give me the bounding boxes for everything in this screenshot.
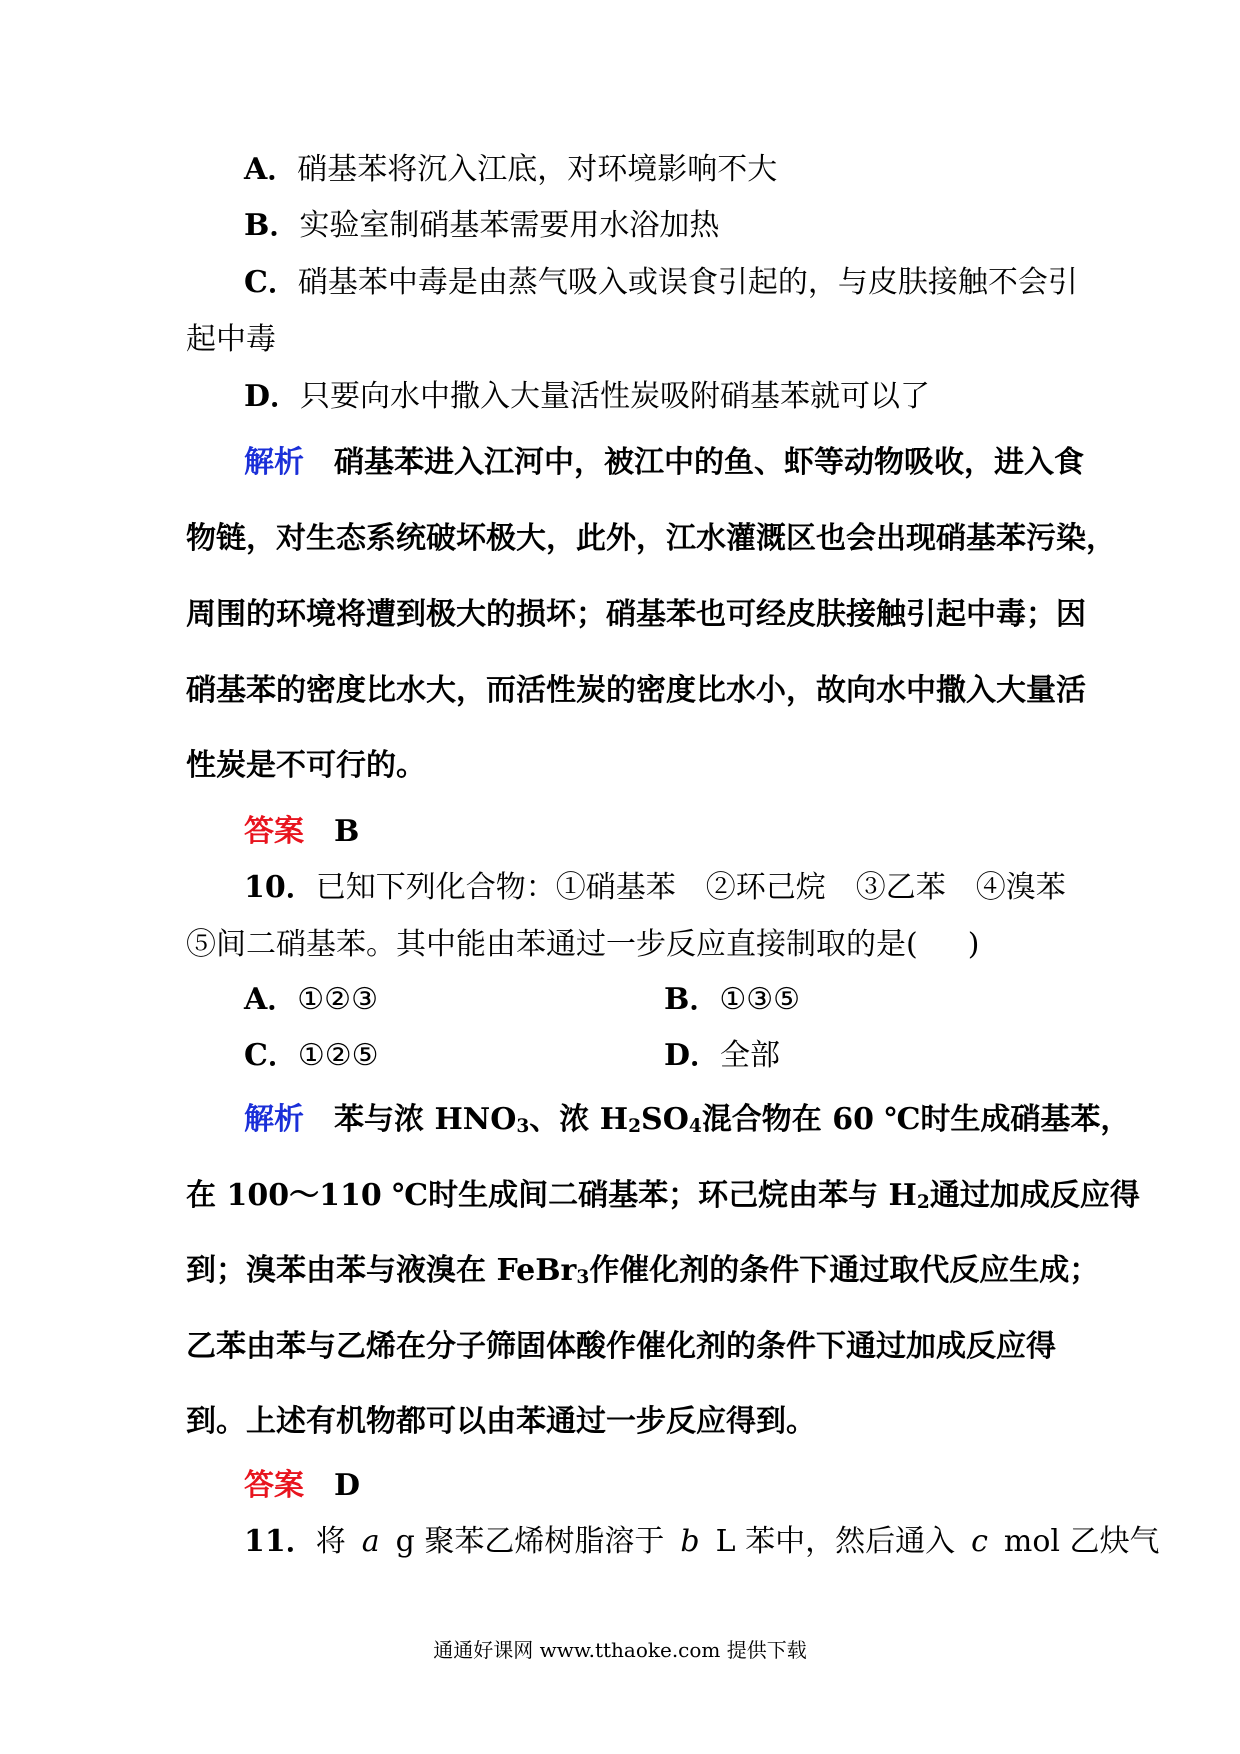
- answer-tag: 答案: [244, 814, 304, 849]
- q10-stem-line-2: [186, 925, 979, 965]
- option-label: A．: [244, 152, 298, 187]
- q9-option-d: [244, 377, 930, 417]
- compound-1: ①硝基苯: [555, 870, 676, 905]
- analysis-text: 混合物在 60 ℃时生成硝基苯，: [701, 1102, 1131, 1137]
- q9-answer: [244, 812, 359, 852]
- stem-text: 将: [315, 1524, 346, 1559]
- analysis-tag: 解析: [244, 445, 304, 480]
- option-text: 全部: [720, 1038, 781, 1073]
- q10-analysis-line-3: [186, 1251, 1099, 1291]
- option-label: A．: [244, 982, 298, 1017]
- variable-a: a: [361, 1524, 380, 1559]
- stem-text: L 苯中，然后通入: [715, 1524, 956, 1559]
- q10-analysis-line-4: 乙苯由苯与乙烯在分子筛固体酸作催化剂的条件下通过加成反应得: [186, 1329, 1056, 1364]
- option-text: ①③⑤: [719, 982, 801, 1017]
- q11-stem-line-1: [244, 1522, 1160, 1562]
- q9-option-c-line2: 起中毒: [186, 322, 276, 357]
- stem-intro: 已知下列化合物：: [315, 870, 556, 905]
- q10-option-b: [664, 980, 800, 1020]
- compound-2: ②环己烷: [705, 870, 826, 905]
- page-footer: 通通好课网 www.tthaoke.com 提供下载: [433, 1638, 807, 1662]
- q9-analysis-line-2: 物链，对生态系统破坏极大，此外，江水灌溉区也会出现硝基苯污染，: [186, 521, 1116, 556]
- option-text: ①②③: [297, 982, 378, 1017]
- q10-option-d: [664, 1036, 780, 1076]
- option-label: D．: [244, 379, 301, 414]
- analysis-text: 、浓 H: [529, 1102, 629, 1137]
- q10-option-a: [244, 980, 378, 1020]
- subscript: 2: [628, 1115, 642, 1137]
- subscript: 3: [516, 1115, 530, 1137]
- compound-4: ④溴苯: [975, 870, 1066, 905]
- option-label: B．: [664, 982, 720, 1017]
- subscript: 4: [688, 1115, 702, 1137]
- analysis-tag: 解析: [244, 1102, 304, 1137]
- answer-value: D: [334, 1468, 361, 1503]
- q10-stem-line-1: [244, 868, 1066, 908]
- question-number: 11．: [244, 1524, 316, 1559]
- q9-option-c: [244, 263, 1078, 303]
- q9-option-b: [244, 206, 719, 246]
- subscript: 3: [576, 1266, 590, 1288]
- option-text: ①②⑤: [297, 1038, 379, 1073]
- q10-answer: [244, 1466, 360, 1506]
- answer-value: B: [334, 814, 360, 849]
- q9-option-a: [244, 150, 777, 190]
- analysis-text: 在 100～110 ℃时生成间二硝基苯；环己烷由苯与 H: [186, 1178, 917, 1213]
- option-text: 硝基苯中毒是由蒸气吸入或误食引起的，与皮肤接触不会引: [297, 265, 1078, 300]
- stem-question: 。其中能由苯通过一步反应直接制取的是(: [366, 927, 918, 962]
- q10-analysis-line-1: [244, 1100, 1130, 1140]
- q10-analysis-line-2: [186, 1176, 1140, 1216]
- analysis-text: SO: [641, 1102, 689, 1137]
- question-number: 10．: [244, 870, 316, 905]
- compound-3: ③乙苯: [855, 870, 946, 905]
- variable-b: b: [680, 1524, 700, 1559]
- analysis-text: 通过加成反应得: [929, 1178, 1140, 1213]
- option-label: B．: [244, 208, 300, 243]
- compound-5: ⑤间二硝基苯: [186, 927, 366, 962]
- stem-text: mol 乙炔气: [1003, 1524, 1160, 1559]
- option-label: D．: [664, 1038, 721, 1073]
- q9-analysis-line-4: 硝基苯的密度比水大，而活性炭的密度比水小，故向水中撒入大量活: [186, 673, 1086, 708]
- q10-analysis-line-5: 到。上述有机物都可以由苯通过一步反应得到。: [186, 1404, 816, 1439]
- stem-close: ): [967, 927, 980, 962]
- analysis-text: 作催化剂的条件下通过取代反应生成；: [589, 1253, 1100, 1288]
- option-text: 只要向水中撒入大量活性炭吸附硝基苯就可以了: [300, 379, 931, 414]
- analysis-text: 硝基苯进入江河中，被江中的鱼、虾等动物吸收，进入食: [334, 445, 1084, 480]
- stem-text: g 聚苯乙烯树脂溶于: [395, 1524, 665, 1559]
- subscript: 2: [916, 1191, 930, 1213]
- analysis-text: 苯与浓 HNO: [334, 1102, 517, 1137]
- analysis-text: 到；溴苯由苯与液溴在 FeBr: [186, 1253, 577, 1288]
- option-label: C．: [244, 265, 298, 300]
- answer-tag: 答案: [244, 1468, 304, 1503]
- q10-option-c: [244, 1036, 379, 1076]
- q9-analysis-line-3: 周围的环境将遭到极大的损坏；硝基苯也可经皮肤接触引起中毒；因: [186, 597, 1086, 632]
- option-text: 实验室制硝基苯需要用水浴加热: [299, 208, 720, 243]
- q9-analysis-line-1: [244, 443, 1084, 483]
- variable-c: c: [971, 1524, 988, 1559]
- option-text: 硝基苯将沉入江底，对环境影响不大: [297, 152, 778, 187]
- option-label: C．: [244, 1038, 298, 1073]
- q9-analysis-line-5: 性炭是不可行的。: [186, 748, 426, 783]
